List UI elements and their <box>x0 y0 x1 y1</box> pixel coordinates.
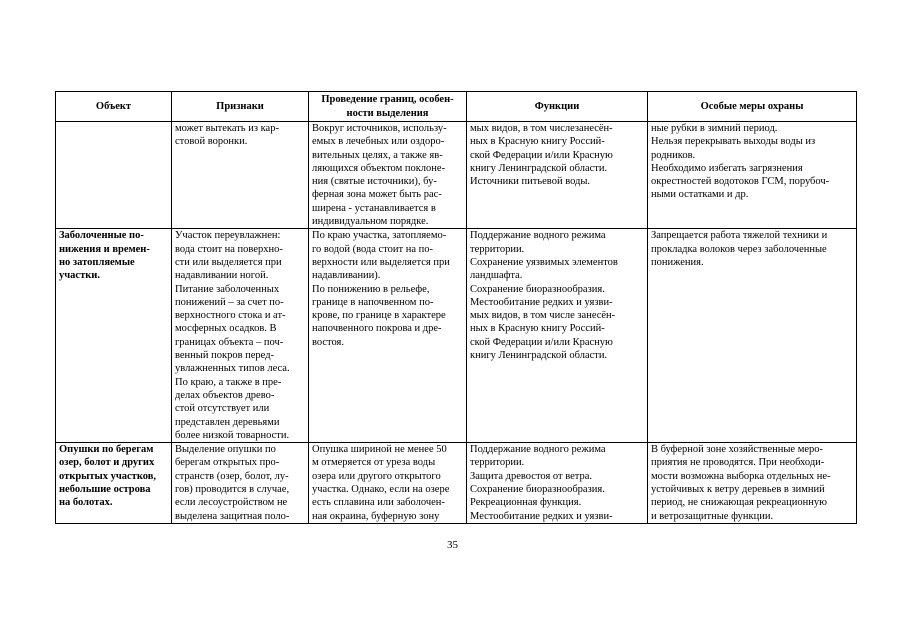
text-line: Проведение границ, особен- <box>321 94 454 106</box>
text-line: ландшафта. <box>470 270 523 282</box>
text-line: устойчивых к ветру деревьев в зимний <box>651 484 825 496</box>
text-line: Необходимо избегать загрязнения <box>651 162 803 174</box>
text-line: м отмеряется от уреза воды <box>312 457 436 469</box>
text-line: мых видов, в том числезанесён- <box>470 123 613 134</box>
text-line: гов) проводится в случае, <box>175 484 290 496</box>
text-line: участка. Однако, если на озере <box>312 484 450 496</box>
text-line: приятия не проводятся. При необходи- <box>651 457 825 469</box>
text-line: и ветрозащитные функции. <box>651 510 774 522</box>
text-line: вительных целях, а также яв- <box>312 149 443 161</box>
page-number: 35 <box>447 539 458 551</box>
cell-object <box>56 443 172 524</box>
text-line: вода стоит на поверхно- <box>175 243 283 255</box>
text-line: понижения. <box>651 256 704 268</box>
text-line: надавливании ногой. <box>175 270 269 282</box>
text-line: берегам открытых про- <box>175 457 280 469</box>
text-line: напочвенного покрова и дре- <box>312 323 442 335</box>
text-line: стой отсутствует или <box>175 403 270 415</box>
text-line: Объект <box>95 100 132 112</box>
text-line: книгу Ленинградской области. <box>470 350 608 362</box>
text-line: верхности или выделяется при <box>312 256 450 268</box>
text-line: более низкой товарности. <box>175 429 290 441</box>
header-object <box>56 92 172 122</box>
cell-protection-measures <box>648 122 857 229</box>
text-line: ные рубки в зимний период. <box>651 123 778 134</box>
text-line: Поддержание водного режима <box>470 230 606 242</box>
cell-protection-measures <box>648 443 857 524</box>
text-line: Признаки <box>216 100 264 112</box>
text-line: Местообитание редких и уязви- <box>470 510 613 522</box>
text-line: книгу Ленинградской области. <box>470 162 608 174</box>
text-line: выделена защитная поло- <box>175 510 290 522</box>
text-line: увлажненных типов леса. <box>175 363 290 375</box>
text-line: границах объекта – поч- <box>175 336 284 348</box>
text-line: делах объектов древо- <box>175 389 275 401</box>
cell-features <box>172 122 309 229</box>
text-line: период, не снижающая рекреационную <box>651 497 827 509</box>
text-line: надавливании). <box>312 270 381 282</box>
text-line: го водой (вода стоит на по- <box>312 243 434 255</box>
text-line: емых в лечебных или оздоро- <box>312 136 445 148</box>
text-line: небольшие острова <box>59 484 151 496</box>
text-line: По краю участка, затопляемо- <box>312 230 447 242</box>
text-line: ния (святые источники), бу- <box>312 176 437 188</box>
text-line: Сохранение биоразнообразия. <box>470 484 605 496</box>
header-functions <box>467 92 648 122</box>
text-line: индивидуальном порядке. <box>312 216 429 228</box>
text-line: Защита древостоя от ветра. <box>470 470 593 482</box>
text-line: верхностного стока и ат- <box>175 310 286 322</box>
cell-features <box>172 443 309 524</box>
text-line: если лесоустройством не <box>175 497 288 509</box>
text-line: Поддержание водного режима <box>470 444 606 456</box>
text-line: Функции <box>534 100 580 112</box>
text-line: Участок переувлажнен: <box>175 230 281 242</box>
text-line: Питание заболоченных <box>175 283 280 295</box>
text-line: Вокруг источников, использу- <box>312 123 447 134</box>
text-line: ской Федерации и/или Красную <box>470 336 613 348</box>
cell-functions <box>467 229 648 443</box>
text-line: странств (озер, болот, лу- <box>175 470 289 482</box>
text-line: границе в напочвенном по- <box>312 296 434 308</box>
text-line: крове, по границе в характере <box>312 310 446 322</box>
protection-measures-table <box>55 91 857 524</box>
text-line: Источники питьевой воды. <box>470 176 591 188</box>
text-line: озера или другого открытого <box>312 470 441 482</box>
text-line: Запрещается работа тяжелой техники и <box>651 230 828 242</box>
text-line: Местообитание редких и уязви- <box>470 296 613 308</box>
text-line: ности выделения <box>346 107 429 119</box>
text-line: стовой воронки. <box>175 136 248 148</box>
text-line: венный покров перед- <box>175 350 275 362</box>
text-line: ными остатками и др. <box>651 189 749 201</box>
text-line: сти или выделяется при <box>175 256 282 268</box>
text-line: открытых участков, <box>59 470 157 482</box>
text-line: востоя. <box>312 336 345 348</box>
text-line: Опушки по берегам <box>59 444 154 456</box>
text-line: Рекреационная функция. <box>470 497 582 509</box>
text-line: мосферных осадков. В <box>175 323 277 335</box>
text-line: прокладка волоков через заболоченные <box>651 243 827 255</box>
header-protection-measures <box>648 92 857 122</box>
text-line: озер, болот и других <box>59 457 155 469</box>
text-line: ляющихся объектом поклоне- <box>312 162 446 174</box>
table-row <box>56 443 857 524</box>
cell-functions <box>467 443 648 524</box>
cell-protection-measures <box>648 229 857 443</box>
text-line: мых видов, в том числе занесён- <box>470 310 616 322</box>
text-line: есть сплавина или заболочен- <box>312 497 445 509</box>
cell-boundaries <box>309 443 467 524</box>
text-line: Нельзя перекрывать выходы воды из <box>651 136 816 148</box>
cell-object <box>56 122 172 229</box>
cell-boundaries <box>309 229 467 443</box>
cell-functions <box>467 122 648 229</box>
text-line: мости возможна выборка отдельных не- <box>651 470 831 482</box>
text-line: По понижению в рельефе, <box>312 283 430 295</box>
text-line: нижения и времен- <box>59 243 150 255</box>
text-line: Сохранение биоразнообразия. <box>470 283 605 295</box>
text-line: территории. <box>470 243 525 255</box>
text-line: ная окраина, буферную зону <box>312 510 440 522</box>
cell-object <box>56 229 172 443</box>
text-line: Особые меры охраны <box>700 100 804 112</box>
text-line: участки. <box>59 270 100 282</box>
text-line: ных в Красную книгу Россий- <box>470 323 605 335</box>
header-boundaries <box>309 92 467 122</box>
table-row <box>56 229 857 443</box>
cell-features <box>172 229 309 443</box>
header-features <box>172 92 309 122</box>
table-header-row <box>56 92 857 122</box>
text-line: понижений – за счет по- <box>175 296 284 308</box>
text-line: но затопляемые <box>59 256 135 268</box>
text-line: на болотах. <box>59 497 113 509</box>
text-line: По краю, а также в пре- <box>175 376 282 388</box>
text-line: представлен деревьями <box>175 416 280 428</box>
text-line: родников. <box>651 149 696 161</box>
text-line: может вытекать из кар- <box>175 123 279 134</box>
text-line: окрестностей водотоков ГСМ, порубоч- <box>651 176 830 188</box>
table-row <box>56 122 857 229</box>
text-line: ферная зона может быть рас- <box>312 189 442 201</box>
text-line: территории. <box>470 457 525 469</box>
text-line: Заболоченные по- <box>59 230 144 242</box>
text-line: Сохранение уязвимых элементов <box>470 256 618 268</box>
text-line: ширена - устанавливается в <box>312 202 436 214</box>
text-line: В буферной зоне хозяйственные меро- <box>651 444 824 456</box>
cell-boundaries <box>309 122 467 229</box>
text-line: ской Федерации и/или Красную <box>470 149 613 161</box>
text-line: Выделение опушки по <box>175 444 276 456</box>
text-line: Опушка шириной не менее 50 <box>312 444 447 456</box>
text-line: ных в Красную книгу Россий- <box>470 136 605 148</box>
